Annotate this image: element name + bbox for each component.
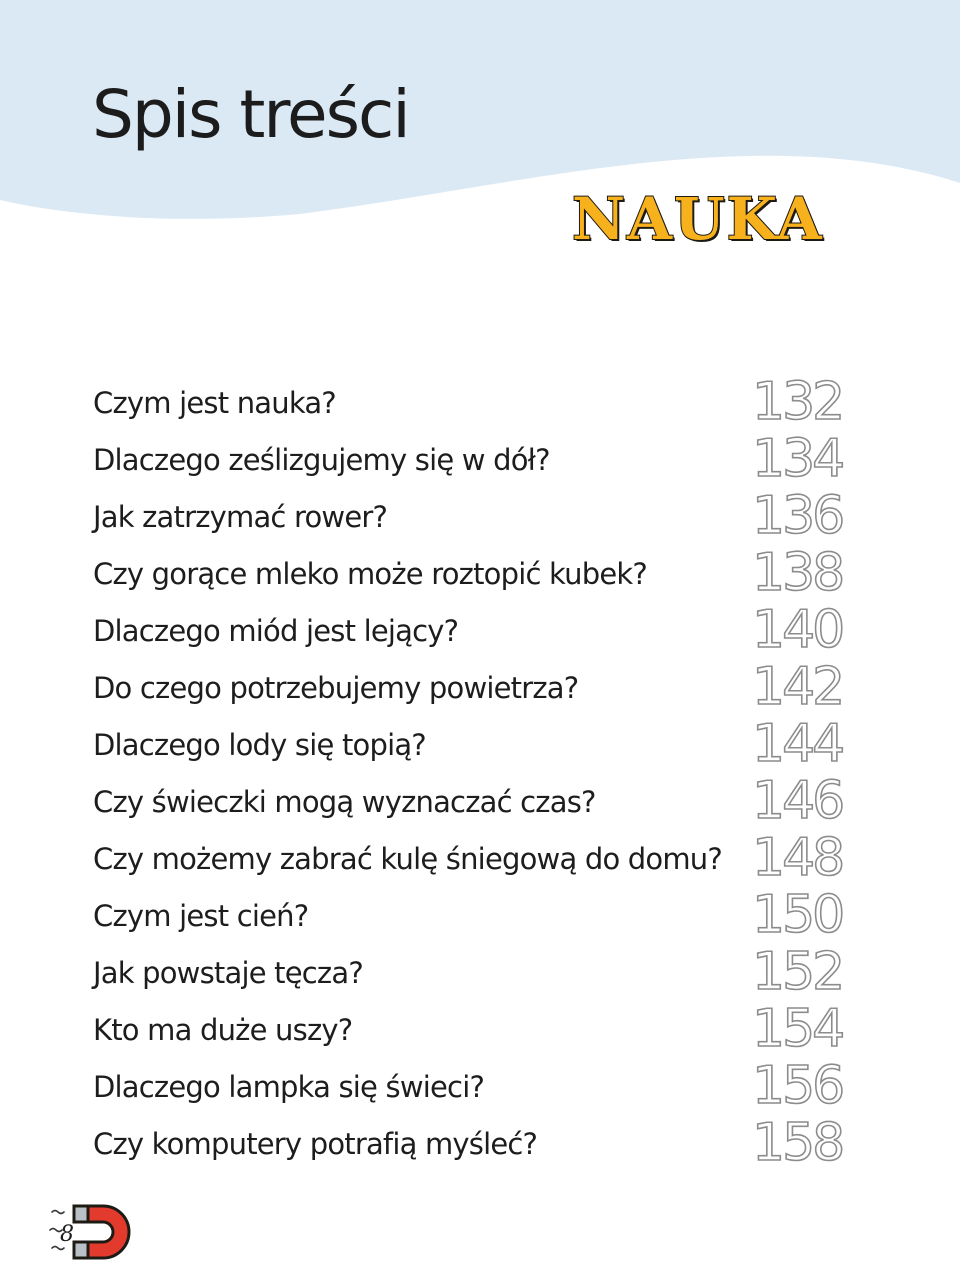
toc-row[interactable] — [0, 999, 960, 1059]
toc-page-number: 138 — [752, 543, 843, 603]
toc-question: Czym jest cień? — [93, 899, 309, 933]
toc-row[interactable] — [0, 1056, 960, 1116]
toc-row[interactable] — [0, 543, 960, 603]
toc-row[interactable] — [0, 657, 960, 717]
toc-row[interactable] — [0, 828, 960, 888]
toc-question: Jak zatrzymać rower? — [93, 500, 388, 534]
toc-row[interactable] — [0, 486, 960, 546]
toc-row[interactable] — [0, 771, 960, 831]
toc-page-number: 152 — [752, 942, 843, 1002]
toc-question: Dlaczego lody się topią? — [93, 728, 426, 762]
toc-page-number: 158 — [752, 1113, 843, 1173]
page-number: 8 — [60, 1222, 74, 1247]
toc-row[interactable] — [0, 600, 960, 660]
toc-page-number: 150 — [752, 885, 843, 945]
toc-question: Do czego potrzebujemy powietrza? — [93, 671, 579, 705]
toc-page-number: 134 — [752, 429, 843, 489]
toc-row[interactable] — [0, 372, 960, 432]
toc-question: Kto ma duże uszy? — [93, 1013, 353, 1047]
toc-row[interactable] — [0, 885, 960, 945]
toc-page-number: 146 — [752, 771, 843, 831]
toc-question: Dlaczego miód jest lejący? — [93, 614, 459, 648]
toc-question: Czy komputery potrafią myśleć? — [93, 1127, 538, 1161]
section-title: NAUKA — [572, 185, 824, 253]
toc-question: Czym jest nauka? — [93, 386, 336, 420]
toc-question: Czy świeczki mogą wyznaczać czas? — [93, 785, 596, 819]
toc-page-number: 144 — [752, 714, 843, 774]
toc-question: Dlaczego ześlizgujemy się w dół? — [93, 443, 550, 477]
toc-page-number: 156 — [752, 1056, 843, 1116]
toc-page-number: 148 — [752, 828, 843, 888]
toc-page-number: 140 — [752, 600, 843, 660]
toc-page-number: 142 — [752, 657, 843, 717]
toc-row[interactable] — [0, 942, 960, 1002]
toc-row[interactable] — [0, 429, 960, 489]
toc-question: Czy gorące mleko może roztopić kubek? — [93, 557, 647, 591]
page-title: Spis treści — [92, 76, 409, 153]
toc-row[interactable] — [0, 714, 960, 774]
toc-question: Czy możemy zabrać kulę śniegową do domu? — [93, 842, 722, 876]
toc-page-number: 132 — [752, 372, 843, 432]
toc-page-number: 136 — [752, 486, 843, 546]
toc-page-number: 154 — [752, 999, 843, 1059]
toc-row[interactable] — [0, 1113, 960, 1173]
toc-question: Jak powstaje tęcza? — [93, 956, 363, 990]
toc-question: Dlaczego lampka się świeci? — [93, 1070, 485, 1104]
